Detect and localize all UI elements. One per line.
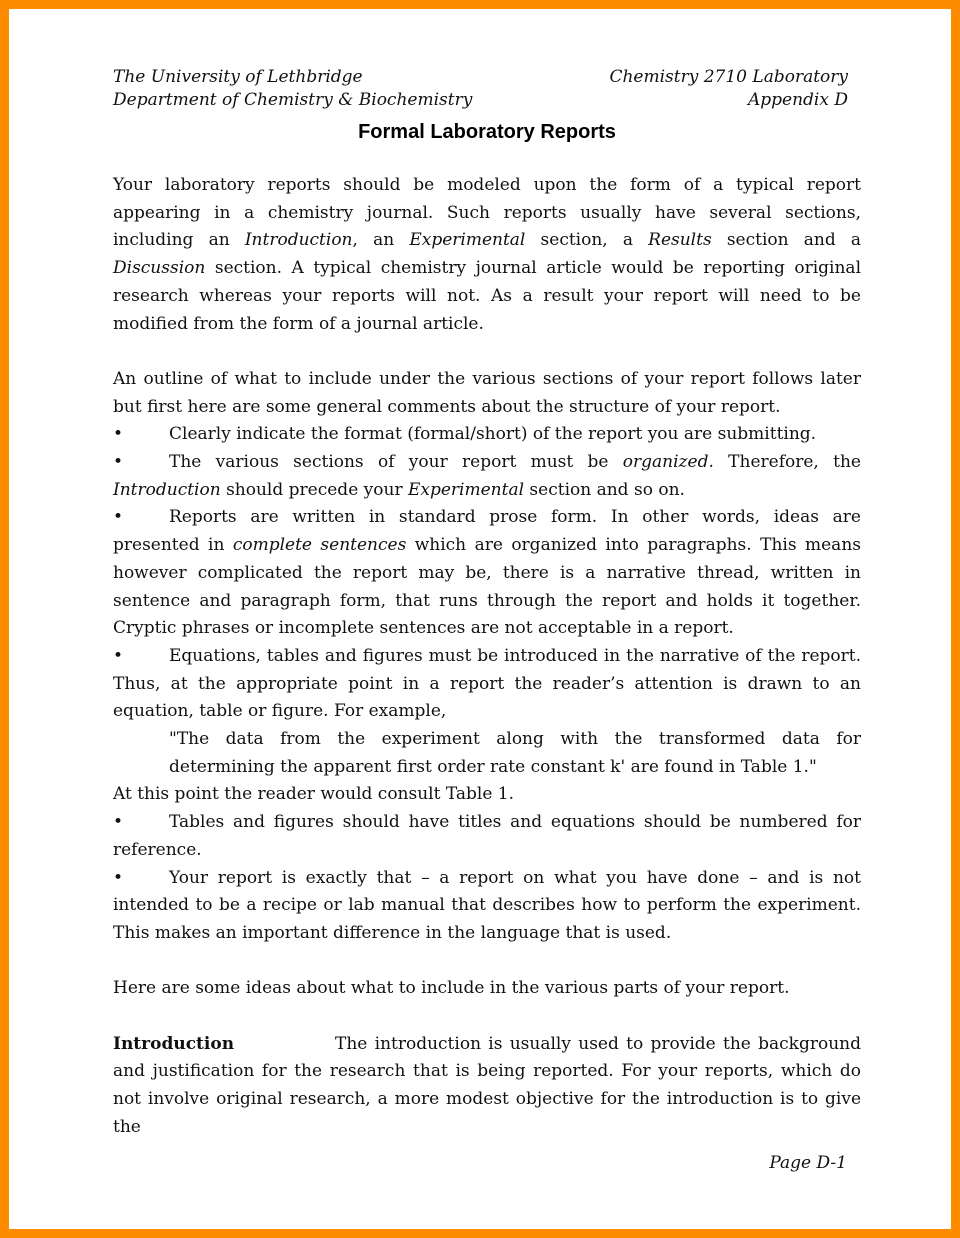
ideas-paragraph: Here are some ideas about what to include in the various parts of your report. <box>113 978 790 999</box>
bullet-item: • Equations, tables and figures must be introduced in the narrative of the report. Thus, at the appropriate point in a report the reader’s attention is drawn to an equation, table or figure. For example, <box>113 643 861 726</box>
header-left <box>113 66 472 112</box>
bullet-item: • Your report is exactly that – a report on what you have done – and is not intended to be a recipe or lab manual that describes how to perform the experiment. This makes an important difference in the language that is used. <box>113 865 861 948</box>
bullet-marker: • <box>113 812 124 833</box>
after-quote-text: At this point the reader would consult Table 1. <box>113 784 515 805</box>
page-title: Formal Laboratory Reports <box>358 121 616 143</box>
bullet-marker: • <box>113 645 124 666</box>
university-name: The University of Lethbridge <box>113 67 363 87</box>
appendix-label: Appendix D <box>748 90 848 110</box>
page-number: Page D-1 <box>769 1153 847 1173</box>
bullet-marker: • <box>113 424 124 445</box>
section-text: The introduction is usually used to provide the background and justification for the research that is being reported. For your reports, which do not involve original research, a more modest objective for the introduction is to give the <box>113 1033 861 1137</box>
bullet-marker: • <box>113 867 124 888</box>
document-body <box>113 172 861 1142</box>
section-heading: Introduction <box>113 1033 235 1054</box>
header-right <box>609 66 848 112</box>
bullet-marker: • <box>113 507 124 528</box>
intro-paragraph: Your laboratory reports should be modeled upon the form of a typical report appearing in a chemistry journal. Such reports usually have several sections, including an Introduction, an Experimental section, a Results section and a Discussion section. A typical chemistry journal article would be reporting original research whereas your reports will not. As a result your report will need to be modified from the form of a journal article. <box>113 175 861 334</box>
bullet-item: • Clearly indicate the format (formal/short) of the report you are submitting. <box>113 421 861 449</box>
bullet-item: • The various sections of your report must be organized. Therefore, the Introduction should precede your Experimental section and so on. <box>113 449 861 504</box>
bullet-item: • Tables and figures should have titles and equations should be numbered for reference. <box>113 809 861 864</box>
introduction-section <box>113 1031 861 1142</box>
department-name: Department of Chemistry & Biochemistry <box>113 90 473 110</box>
example-quote: "The data from the experiment along with the transformed data for determining the apparent first order rate constant k' are found in Table 1." <box>169 729 861 777</box>
document-page <box>9 9 951 1229</box>
course-name: Chemistry 2710 Laboratory <box>609 67 848 87</box>
outline-paragraph: An outline of what to include under the various sections of your report follows later but first here are some general comments about the structure of your report. <box>113 368 861 417</box>
bullet-item: • Reports are written in standard prose form. In other words, ideas are presented in complete sentences which are organized into paragraphs. This means however complicated the report may be, there is a narrative thread, written in sentence and paragraph form, that runs through the report and holds it together. Cryptic phrases or incomplete sentences are not acceptable in a report. <box>113 504 861 643</box>
bullet-marker: • <box>113 452 124 473</box>
